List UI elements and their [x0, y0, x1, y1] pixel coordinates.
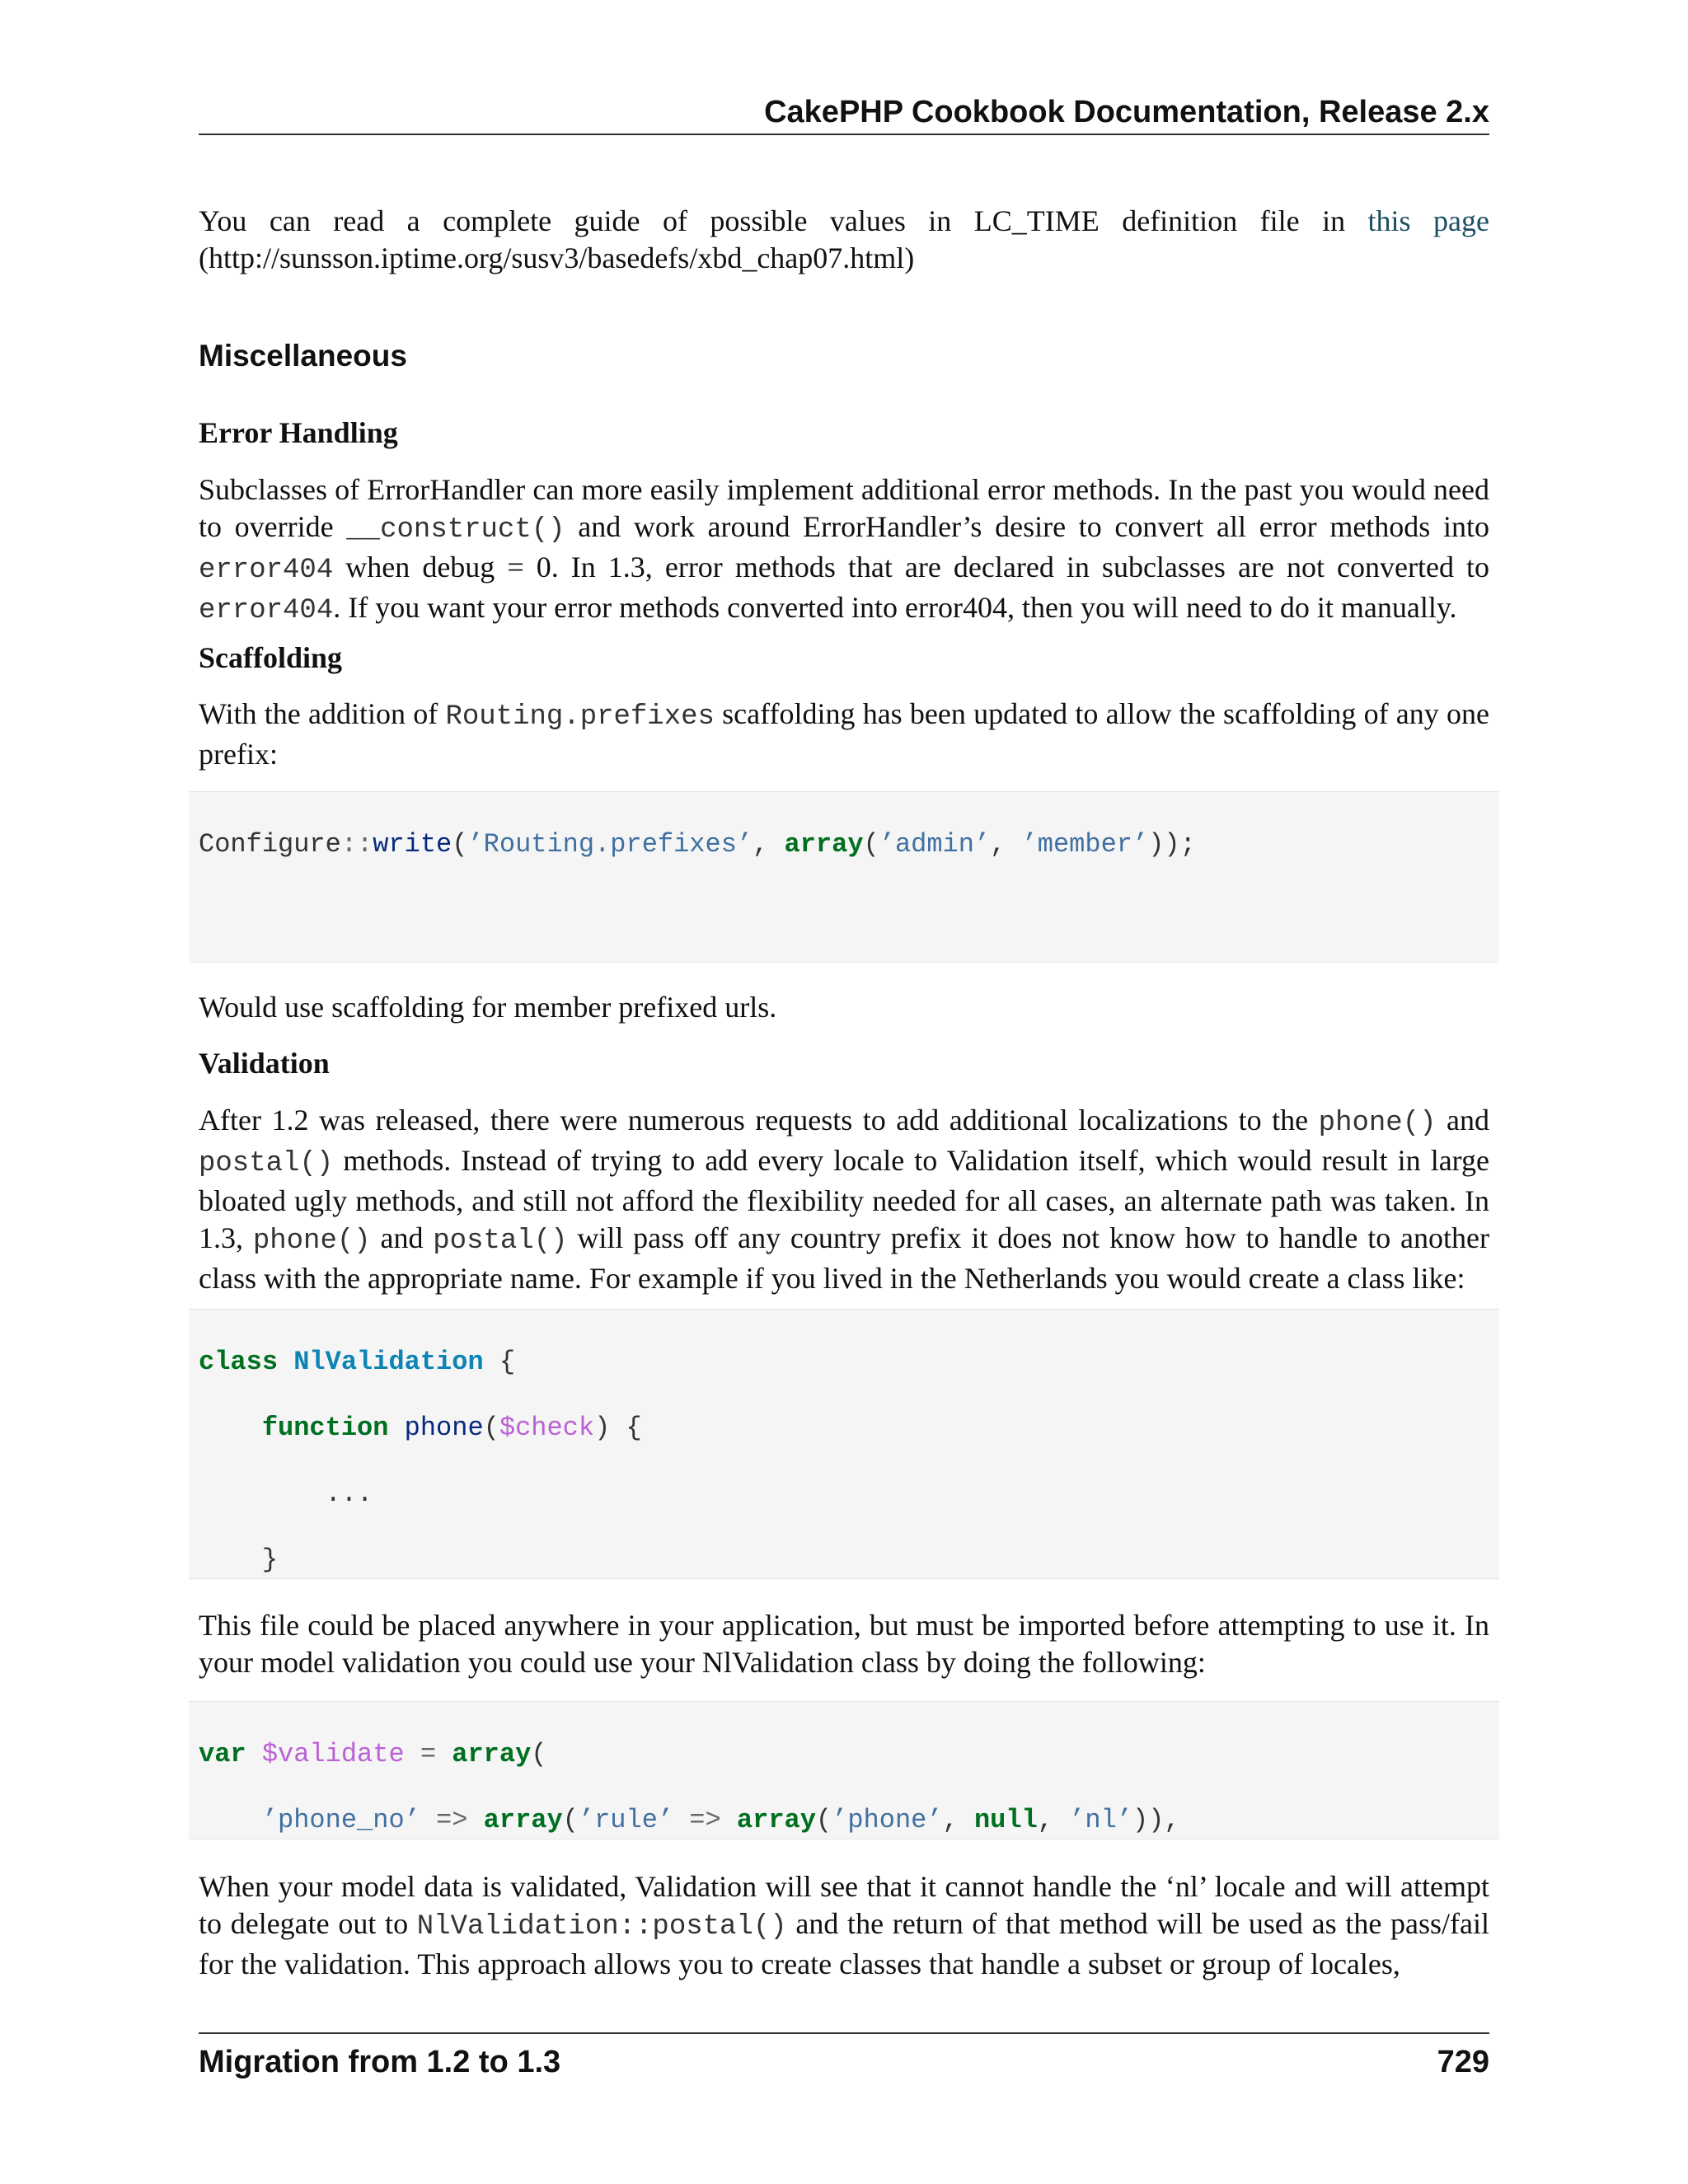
inline-code: postal() [199, 1148, 334, 1179]
code-token: ( [562, 1805, 579, 1835]
inline-code: NlValidation::postal() [416, 1911, 787, 1943]
code-token: ’member’ [1021, 829, 1149, 860]
code-token [246, 1739, 262, 1769]
subheading-scaffolding: Scaffolding [199, 641, 343, 674]
code-token: => [436, 1805, 468, 1835]
code-token: , [942, 1805, 974, 1835]
scaffolding-after-paragraph: Would use scaffolding for member prefixed urls. [199, 991, 777, 1024]
text-span: and [1436, 1104, 1489, 1137]
code-token: NlValidation [293, 1347, 484, 1377]
code-token: ’rule’ [578, 1805, 674, 1835]
subheading-error-handling: Error Handling [199, 416, 398, 449]
code-token: ... [199, 1479, 373, 1509]
code-line [199, 1346, 1499, 1379]
text-span: scaffolding has been updated to allow the scaffolding of any one prefix: [199, 697, 1489, 771]
intro-text: You can read a complete guide of possible values in LC_TIME definition file in [199, 204, 1368, 237]
code-block-routing-prefixes [189, 791, 1499, 963]
subheading-validation: Validation [199, 1047, 330, 1080]
code-token [658, 961, 911, 963]
running-header: CakePHP Cookbook Documentation, Release 2.x [764, 95, 1489, 129]
text-span: and the return of that method will be used as the pass/fail for the validation. This approach allows you to create classes that handle a subset or group of locales, [199, 1907, 1489, 1980]
code-token: , [1037, 1805, 1070, 1835]
code-token: :: [340, 829, 373, 860]
code-line [199, 1412, 1499, 1445]
code-token: write [373, 829, 452, 860]
code-block-validate-array [189, 1701, 1499, 1840]
code-token: ’phone_no’ [261, 1805, 420, 1835]
inline-code: postal() [433, 1226, 568, 1257]
code-line-blank [199, 894, 1499, 927]
inline-code: Routing.prefixes [445, 701, 715, 733]
text-span: When your model data is validated, Validation will see that it cannot handle the ‘nl’ locale and will attempt to delegate out to [199, 1870, 1489, 1940]
page-footer [199, 2042, 1489, 2082]
validation-paragraph [199, 1102, 1489, 1297]
placement-paragraph: This file could be placed anywhere in your application, but must be imported before attempting to use it. In your model validation you could use your NlValidation class by doing the following: [199, 1609, 1489, 1679]
code-token [388, 1413, 404, 1443]
code-token: ’Routing.prefixes’ [467, 829, 753, 860]
code-token [436, 1739, 452, 1769]
code-token [531, 961, 546, 963]
final-paragraph [199, 1868, 1489, 1983]
code-token: } [199, 1544, 279, 1575]
code-token [278, 961, 293, 963]
code-token [405, 1739, 420, 1769]
code-token [467, 1805, 483, 1835]
intro-url-text: (http://sunsson.iptime.org/susv3/basedefs/xbd_chap07.html) [199, 241, 915, 274]
text-span: and work around ErrorHandler’s desire to convert all error methods into [565, 510, 1489, 543]
code-token: ’admin’ [879, 829, 991, 860]
section-heading-miscellaneous: Miscellaneous [199, 339, 407, 373]
code-token: array [736, 1805, 816, 1835]
code-token: ( [863, 829, 879, 860]
code-token: , [753, 829, 785, 860]
code-line [199, 1804, 1499, 1837]
scaffolding-paragraph [199, 696, 1489, 773]
code-token: )); [1148, 829, 1196, 860]
code-token [278, 1347, 293, 1377]
text-span: With the addition of [199, 697, 446, 730]
code-line [199, 828, 1499, 861]
code-token [721, 1805, 737, 1835]
code-token: array [483, 1805, 563, 1835]
inline-code: phone() [1318, 1108, 1437, 1139]
code-token: ( [483, 1413, 499, 1443]
code-token [199, 1413, 262, 1443]
code-token: class [199, 1347, 279, 1377]
text-span: . If you want your error methods converted into error404, then you will need to do it manually. [333, 591, 1457, 624]
footer-rule [199, 2032, 1489, 2034]
inline-code: phone() [252, 1226, 371, 1257]
footer-section-title: Migration from 1.2 to 1.3 [199, 2045, 561, 2079]
inline-code: __construct() [346, 514, 565, 546]
text-span: will pass off any country prefix it does not know how to handle to another class with the appropriate name. For example if you lived in the Netherlands you would create a class like: [199, 1221, 1489, 1295]
text-span: methods. Instead of trying to add every locale to Validation itself, which would result in large bloated ugly methods, and still not afford the flexibility needed for all cases, an alternate path was taken. In 1.3, [199, 1144, 1489, 1254]
code-token: function [261, 1413, 389, 1443]
code-token: ( [452, 829, 468, 860]
page-number: 729 [1437, 2045, 1489, 2079]
text-span: Subclasses of ErrorHandler can more easily implement additional error methods. In the past you would need to override [199, 473, 1489, 543]
code-token: phone [404, 1413, 484, 1443]
code-token [420, 1805, 436, 1835]
code-token: array [452, 1739, 532, 1769]
text-span: when debug = 0. In 1.3, error methods that are declared in subclasses are not converted to [333, 551, 1489, 583]
code-token: var [199, 1739, 246, 1769]
this-page-link[interactable]: this page [1367, 204, 1489, 237]
code-line [199, 1544, 1499, 1577]
inline-code: error404 [199, 555, 334, 586]
code-token [546, 961, 657, 963]
code-token: $validate [261, 1739, 405, 1769]
code-token: ) { [594, 1413, 642, 1443]
code-token: Configure [199, 829, 341, 860]
code-line [199, 1478, 1499, 1511]
code-token: ’phone’ [832, 1805, 943, 1835]
intro-paragraph [199, 203, 1489, 277]
code-token: $check [499, 1413, 595, 1443]
code-token [199, 1805, 262, 1835]
code-token: , [990, 829, 1022, 860]
code-token [293, 961, 531, 963]
code-token: { [483, 1347, 516, 1377]
code-line [199, 1738, 1499, 1771]
code-block-nlvalidation-class [189, 1309, 1499, 1579]
code-token: ( [815, 1805, 832, 1835]
code-token: array [784, 829, 864, 860]
code-token: ( [531, 1739, 547, 1769]
error-handling-paragraph [199, 471, 1489, 630]
inline-code: error404 [199, 595, 334, 626]
code-token: )), [1132, 1805, 1180, 1835]
code-token: null [973, 1805, 1038, 1835]
code-token: = [420, 1739, 437, 1769]
code-token [673, 1805, 689, 1835]
code-token: => [689, 1805, 721, 1835]
code-token: ’nl’ [1069, 1805, 1132, 1835]
text-span: After 1.2 was released, there were numerous requests to add additional localizations to the [199, 1104, 1319, 1137]
code-token [199, 961, 278, 963]
header-rule [199, 134, 1489, 135]
text-span: and [370, 1221, 434, 1254]
code-line [199, 960, 1499, 963]
